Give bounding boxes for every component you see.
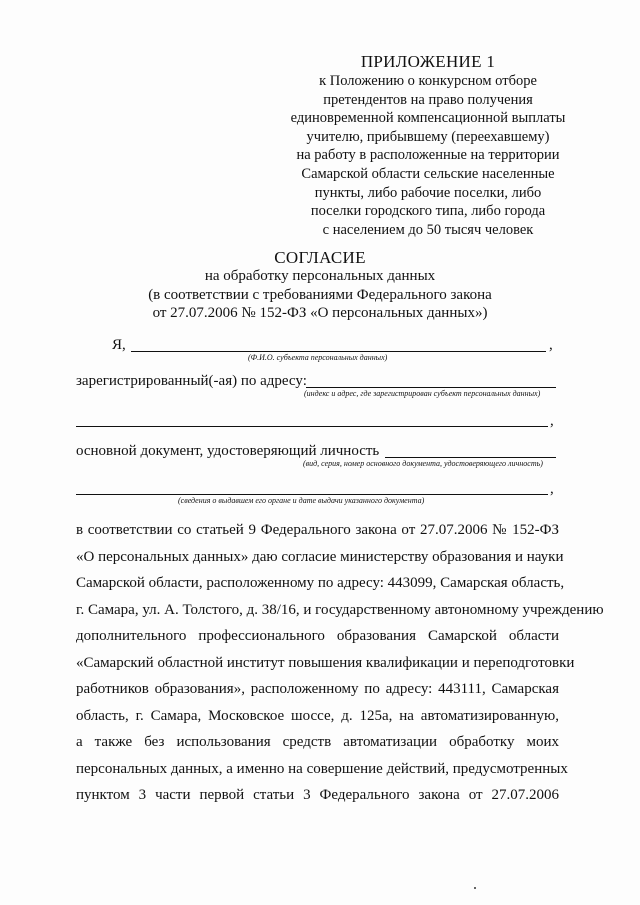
- name-field[interactable]: [131, 351, 546, 352]
- address-comma: ,: [550, 413, 554, 429]
- consent-subtitle: от 27.07.2006 № 152-ФЗ «О персональных данных»): [152, 305, 488, 321]
- scan-speck: [474, 887, 476, 889]
- consent-subtitle: (в соответствии с требованиями Федерального закона: [148, 286, 492, 303]
- appendix-line: пункты, либо рабочие поселки, либо: [314, 184, 542, 201]
- document-comma: ,: [550, 481, 554, 497]
- body-line: пунктом 3 части первой статьи 3 Федерального закона от 27.07.2006: [76, 787, 559, 803]
- body-line: а также без использования средств автоматизации обработку моих: [76, 734, 559, 750]
- body-line: персональных данных, а именно на совершение действий, предусмотренных: [76, 760, 568, 777]
- document-caption: (вид, серия, номер основного документа, удостоверяющего личность): [303, 459, 543, 468]
- appendix-line: с населением до 50 тысяч человек: [322, 221, 534, 238]
- appendix-line: претендентов на право получения: [323, 91, 533, 108]
- document-issue-field[interactable]: [76, 494, 548, 495]
- document-field[interactable]: [385, 457, 556, 458]
- appendix-title: ПРИЛОЖЕНИЕ 1: [360, 52, 496, 71]
- body-line: в соответствии со статьей 9 Федерального закона от 27.07.2006 № 152-ФЗ: [76, 522, 559, 538]
- body-line: Самарской области, расположенному по адресу: 443099, Самарская область,: [76, 575, 565, 591]
- body-line: г. Самара, ул. А. Толстого, д. 38/16, и государственному автономному учреждению: [76, 601, 604, 618]
- body-line: дополнительного профессионального образования Самарской области: [76, 628, 559, 644]
- appendix-line: к Положению о конкурсном отборе: [319, 73, 537, 89]
- appendix-line: на работу в расположенные на территории: [296, 147, 560, 164]
- appendix-header: [268, 52, 588, 239]
- appendix-line: поселки городского типа, либо города: [310, 203, 546, 220]
- body-line: работников образования», расположенному по адресу: 443111, Самарская: [76, 681, 559, 697]
- address-field[interactable]: [306, 387, 556, 388]
- consent-header: [110, 248, 530, 323]
- address-field-continued[interactable]: [76, 426, 548, 427]
- document-issue-caption: (сведения о выдавшем его органе и дате выдачи указанного документа): [178, 496, 425, 505]
- consent-body: [76, 517, 604, 809]
- body-line: «Самарский областной институт повышения квалификации и переподготовки: [76, 654, 575, 671]
- name-label: Я,: [112, 337, 126, 353]
- consent-subtitle: на обработку персональных данных: [204, 268, 436, 284]
- appendix-line: Самарской области сельские населенные: [301, 165, 555, 182]
- appendix-line: единовременной компенсационной выплаты: [290, 110, 566, 127]
- address-label: зарегистрированный(-ая) по адресу:: [76, 373, 307, 389]
- body-line: область, г. Самара, Московское шоссе, д. 125а, на автоматизированную,: [76, 707, 559, 724]
- appendix-line: учителю, прибывшему (переехавшему): [306, 128, 550, 145]
- address-caption: (индекс и адрес, где зарегистрирован субъект персональных данных): [304, 389, 541, 398]
- name-caption: (Ф.И.О. субъекта персональных данных): [248, 353, 388, 362]
- document-label: основной документ, удостоверяющий личность: [76, 443, 380, 459]
- name-comma: ,: [549, 337, 553, 353]
- body-line: «О персональных данных» даю согласие министерству образования и науки: [76, 548, 564, 565]
- consent-title: СОГЛАСИЕ: [274, 248, 366, 267]
